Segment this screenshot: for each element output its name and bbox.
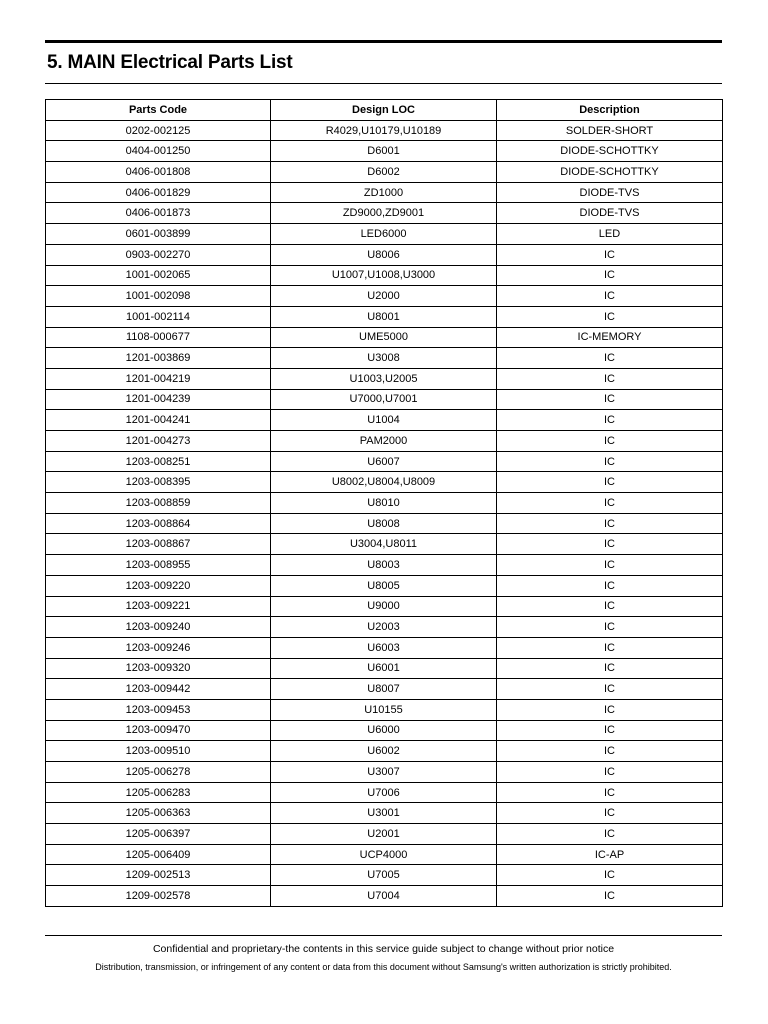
table-row	[46, 534, 723, 555]
cell-design-loc: U3008	[271, 348, 497, 369]
cell-parts-code: 1001-002065	[46, 265, 271, 286]
cell-design-loc: R4029,U10179,U10189	[271, 120, 497, 141]
cell-parts-code: 1203-009221	[46, 596, 271, 617]
table-row	[46, 782, 723, 803]
cell-parts-code: 1201-004219	[46, 368, 271, 389]
cell-description: IC	[497, 803, 723, 824]
table-row	[46, 472, 723, 493]
cell-design-loc: U8001	[271, 306, 497, 327]
table-row	[46, 555, 723, 576]
cell-parts-code: 1203-009453	[46, 699, 271, 720]
cell-design-loc: U3007	[271, 762, 497, 783]
cell-design-loc: U1007,U1008,U3000	[271, 265, 497, 286]
cell-description: IC	[497, 431, 723, 452]
table-row	[46, 513, 723, 534]
cell-design-loc: ZD1000	[271, 182, 497, 203]
cell-parts-code: 1203-009246	[46, 637, 271, 658]
cell-description: IC	[497, 410, 723, 431]
cell-description: IC	[497, 513, 723, 534]
cell-description: IC	[497, 886, 723, 907]
table-row	[46, 865, 723, 886]
table-row	[46, 141, 723, 162]
parts-table	[45, 99, 723, 907]
cell-parts-code: 1201-004241	[46, 410, 271, 431]
cell-description: IC	[497, 348, 723, 369]
cell-design-loc: U6007	[271, 451, 497, 472]
cell-parts-code: 1203-008955	[46, 555, 271, 576]
cell-description: IC	[497, 824, 723, 845]
cell-parts-code: 1205-006278	[46, 762, 271, 783]
cell-description: IC	[497, 244, 723, 265]
parts-table-body	[46, 120, 723, 906]
cell-design-loc: U8005	[271, 575, 497, 596]
cell-description: IC	[497, 617, 723, 638]
table-row	[46, 803, 723, 824]
cell-parts-code: 0406-001829	[46, 182, 271, 203]
cell-parts-code: 0601-003899	[46, 224, 271, 245]
table-row	[46, 203, 723, 224]
cell-design-loc: U7000,U7001	[271, 389, 497, 410]
cell-design-loc: U7005	[271, 865, 497, 886]
cell-design-loc: U6001	[271, 658, 497, 679]
cell-description: IC	[497, 679, 723, 700]
cell-description: IC	[497, 637, 723, 658]
cell-parts-code: 1001-002098	[46, 286, 271, 307]
cell-parts-code: 1201-003869	[46, 348, 271, 369]
cell-description: IC	[497, 389, 723, 410]
table-row	[46, 741, 723, 762]
cell-parts-code: 1203-008251	[46, 451, 271, 472]
cell-parts-code: 1203-009320	[46, 658, 271, 679]
cell-description: IC	[497, 286, 723, 307]
cell-description: IC	[497, 306, 723, 327]
cell-parts-code: 1209-002578	[46, 886, 271, 907]
cell-design-loc: ZD9000,ZD9001	[271, 203, 497, 224]
table-row	[46, 431, 723, 452]
table-row	[46, 575, 723, 596]
cell-design-loc: PAM2000	[271, 431, 497, 452]
cell-design-loc: U8010	[271, 493, 497, 514]
header-parts-code: Parts Code	[46, 100, 271, 121]
cell-design-loc: U10155	[271, 699, 497, 720]
cell-design-loc: UME5000	[271, 327, 497, 348]
top-rule	[45, 40, 722, 43]
cell-parts-code: 1209-002513	[46, 865, 271, 886]
title-rule	[45, 83, 722, 84]
cell-parts-code: 1205-006397	[46, 824, 271, 845]
cell-parts-code: 1201-004273	[46, 431, 271, 452]
cell-parts-code: 1203-009470	[46, 720, 271, 741]
cell-design-loc: U7006	[271, 782, 497, 803]
table-row	[46, 162, 723, 183]
table-row	[46, 824, 723, 845]
table-row	[46, 306, 723, 327]
cell-parts-code: 1203-009442	[46, 679, 271, 700]
cell-parts-code: 1203-009510	[46, 741, 271, 762]
table-row	[46, 120, 723, 141]
cell-design-loc: U2003	[271, 617, 497, 638]
cell-parts-code: 1205-006409	[46, 844, 271, 865]
table-row	[46, 617, 723, 638]
table-row	[46, 699, 723, 720]
cell-description: IC	[497, 658, 723, 679]
cell-description: IC	[497, 720, 723, 741]
cell-design-loc: U8006	[271, 244, 497, 265]
cell-description: DIODE-TVS	[497, 203, 723, 224]
cell-description: IC	[497, 368, 723, 389]
cell-design-loc: U8002,U8004,U8009	[271, 472, 497, 493]
cell-design-loc: U3001	[271, 803, 497, 824]
cell-parts-code: 0406-001873	[46, 203, 271, 224]
cell-design-loc: U8007	[271, 679, 497, 700]
table-row	[46, 182, 723, 203]
cell-parts-code: 1108-000677	[46, 327, 271, 348]
table-row	[46, 844, 723, 865]
table-row	[46, 265, 723, 286]
cell-design-loc: U3004,U8011	[271, 534, 497, 555]
cell-parts-code: 1203-009220	[46, 575, 271, 596]
cell-design-loc: LED6000	[271, 224, 497, 245]
table-row	[46, 410, 723, 431]
cell-parts-code: 1001-002114	[46, 306, 271, 327]
cell-parts-code: 0406-001808	[46, 162, 271, 183]
table-row	[46, 224, 723, 245]
table-row	[46, 451, 723, 472]
table-row	[46, 720, 723, 741]
cell-design-loc: U8008	[271, 513, 497, 534]
cell-description: SOLDER-SHORT	[497, 120, 723, 141]
cell-parts-code: 0202-002125	[46, 120, 271, 141]
cell-design-loc: U8003	[271, 555, 497, 576]
parts-table-header	[46, 100, 723, 121]
cell-description: IC	[497, 472, 723, 493]
cell-description: IC	[497, 782, 723, 803]
cell-parts-code: 1205-006363	[46, 803, 271, 824]
table-row	[46, 286, 723, 307]
cell-description: IC	[497, 555, 723, 576]
cell-design-loc: U6000	[271, 720, 497, 741]
cell-description: IC	[497, 699, 723, 720]
cell-parts-code: 1203-008395	[46, 472, 271, 493]
cell-description: IC	[497, 534, 723, 555]
cell-parts-code: 0903-002270	[46, 244, 271, 265]
cell-parts-code: 1203-009240	[46, 617, 271, 638]
cell-design-loc: U6002	[271, 741, 497, 762]
cell-design-loc: U2001	[271, 824, 497, 845]
footer-distribution-notice: Distribution, transmission, or infringement of any content or data from this document without Samsung's written authorization is strictly prohibited.	[95, 962, 672, 972]
cell-design-loc: D6002	[271, 162, 497, 183]
footer-rule	[45, 935, 722, 936]
cell-parts-code: 1203-008867	[46, 534, 271, 555]
cell-description: LED	[497, 224, 723, 245]
cell-design-loc: U1004	[271, 410, 497, 431]
header-description: Description	[497, 100, 723, 121]
cell-parts-code: 1203-008864	[46, 513, 271, 534]
cell-description: DIODE-SCHOTTKY	[497, 141, 723, 162]
cell-design-loc: D6001	[271, 141, 497, 162]
cell-description: IC	[497, 451, 723, 472]
cell-description: IC	[497, 575, 723, 596]
page-title: 5. MAIN Electrical Parts List	[47, 52, 293, 73]
header-row	[46, 100, 723, 121]
cell-description: IC	[497, 596, 723, 617]
table-row	[46, 348, 723, 369]
cell-description: IC	[497, 865, 723, 886]
cell-description: IC	[497, 762, 723, 783]
cell-design-loc: U1003,U2005	[271, 368, 497, 389]
footer-confidential-notice: Confidential and proprietary-the contents in this service guide subject to change without prior notice	[152, 943, 615, 955]
table-row	[46, 658, 723, 679]
cell-description: IC	[497, 741, 723, 762]
cell-parts-code: 0404-001250	[46, 141, 271, 162]
cell-parts-code: 1205-006283	[46, 782, 271, 803]
table-row	[46, 389, 723, 410]
table-row	[46, 244, 723, 265]
header-design-loc: Design LOC	[271, 100, 497, 121]
cell-description: IC	[497, 493, 723, 514]
table-row	[46, 762, 723, 783]
table-row	[46, 679, 723, 700]
table-row	[46, 886, 723, 907]
cell-design-loc: U2000	[271, 286, 497, 307]
table-row	[46, 493, 723, 514]
cell-description: IC-MEMORY	[497, 327, 723, 348]
cell-description: IC	[497, 265, 723, 286]
cell-design-loc: U7004	[271, 886, 497, 907]
cell-description: DIODE-SCHOTTKY	[497, 162, 723, 183]
cell-description: IC-AP	[497, 844, 723, 865]
cell-parts-code: 1201-004239	[46, 389, 271, 410]
cell-design-loc: UCP4000	[271, 844, 497, 865]
table-row	[46, 596, 723, 617]
cell-parts-code: 1203-008859	[46, 493, 271, 514]
cell-description: DIODE-TVS	[497, 182, 723, 203]
table-row	[46, 368, 723, 389]
table-row	[46, 637, 723, 658]
cell-design-loc: U6003	[271, 637, 497, 658]
cell-design-loc: U9000	[271, 596, 497, 617]
table-row	[46, 327, 723, 348]
